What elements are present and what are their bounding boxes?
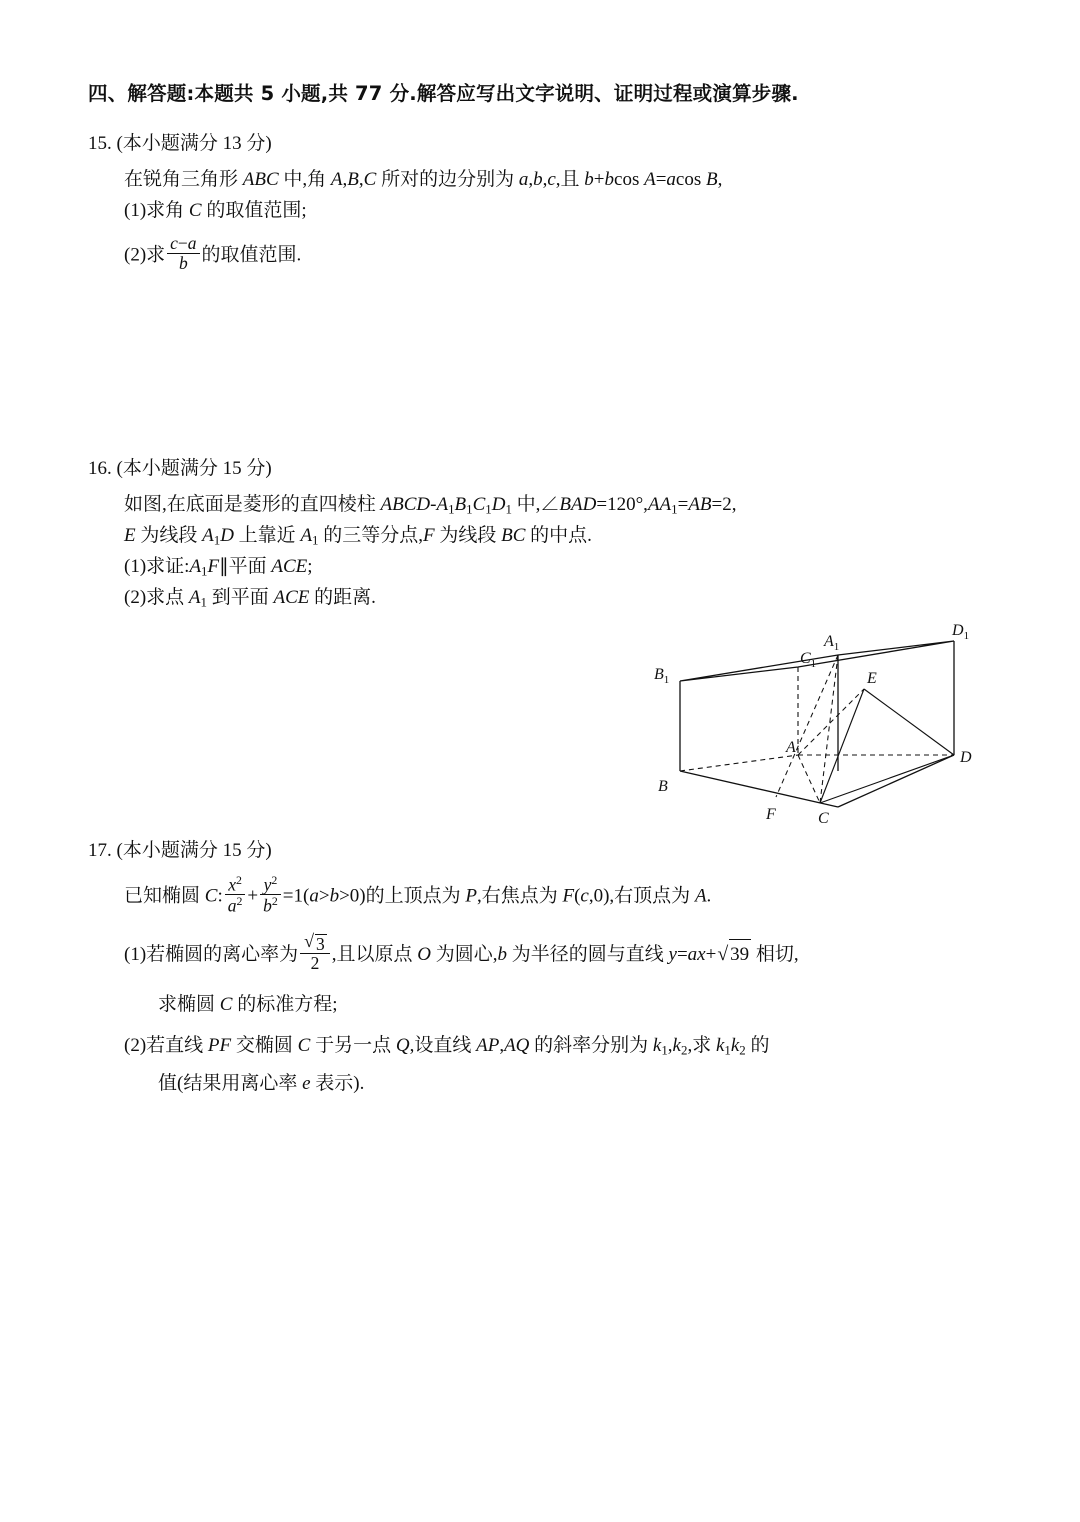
- problem-16-number: 16.: [88, 458, 112, 480]
- sqrt-39: √ 39: [717, 939, 751, 971]
- problem-15-stem: 在锐角三角形 ABC 中,角 A,B,C 所对的边分别为 a,b,c,且 b+bcos A=acos B,: [124, 169, 723, 190]
- problem-15-header: [88, 128, 1008, 155]
- fraction-sqrt3-over-2: √ $\frac{3}{2}$: [300, 934, 330, 974]
- problem-17-part-1-line-2: 求椭圆 C 的标准方程;: [158, 993, 338, 1015]
- problem-17-part-2-line-1: (2)若直线 PF 交椭圆 C 于另一点 Q,设直线 AP,AQ 的斜率分别为 $k_1,k_2$,求 $k_1k_2$ 的: [124, 1034, 770, 1058]
- problem-17-number: 17.: [88, 840, 112, 862]
- problem-15-part-2: (2)求 $\frac{c-a}{b}$ 的取值范围.: [124, 232, 302, 273]
- fraction-c-minus-a-over-b: $\frac{c-a}{b}$: [167, 234, 199, 273]
- problem-17: [88, 835, 1008, 1100]
- label-D1: $D_1$: [952, 622, 970, 643]
- problem-16-points: (本小题满分 15 分): [116, 458, 272, 480]
- label-C1: $C_1$: [800, 650, 817, 671]
- label-A1: $A_1$: [824, 633, 840, 654]
- label-B1: $B_1$: [654, 666, 670, 687]
- problem-17-part-1-line-1: (1)若椭圆的离心率为 √ $\frac{3}{2}$ ,且以原点 O 为圆心,b 为半径的圆与直线 y=ax+ √ 39 相切,: [124, 936, 1008, 976]
- problem-15-number: 15.: [88, 133, 112, 154]
- label-E: E: [867, 670, 877, 688]
- problem-16: [88, 453, 1008, 849]
- label-C: C: [818, 810, 829, 828]
- problem-16-part-2: (2)求点 $A_1$ 到平面 ACE 的距离.: [124, 586, 376, 610]
- problem-15-part-1: (1)求角 C 的取值范围;: [124, 199, 307, 221]
- problem-15-points: (本小题满分 13 分): [116, 133, 272, 154]
- fraction-x2-over-a2: $\frac{x^2}{a^2}$: [225, 874, 246, 916]
- problem-17-stem: 已知椭圆 C: $\frac{x^2}{a^2}$ + $\frac{y^2}{b^2}$ =1(a>b>0)的上顶点为 P,右焦点为 F(c,0),右顶点为 A.: [124, 872, 712, 916]
- problem-15: [88, 128, 1008, 275]
- problem-16-part-1: (1)求证$:A_1F\parallel$平面 ACE;: [124, 555, 313, 579]
- problem-16-figure-wrap: [88, 619, 1008, 849]
- problem-16-header: [88, 453, 1008, 480]
- label-D: D: [960, 749, 972, 767]
- page-content: [88, 78, 1008, 1100]
- problem-16-stem-line-2: E 为线段 $A_1D$ 上靠近 $A_1$ 的三等分点,F 为线段 BC 的中点.: [124, 525, 592, 548]
- fraction-y2-over-b2: $\frac{y^2}{b^2}$: [260, 874, 281, 916]
- label-A: A: [786, 739, 796, 757]
- section-heading: 四、解答题:本题共 5 小题,共 77 分.解答应写出文字说明、证明过程或演算步骤.: [88, 82, 799, 105]
- label-B: B: [658, 778, 668, 796]
- problem-16-stem-line-1: 如图,在底面是菱形的直四棱柱 ABCD-$A_1B_1C_1D_1$ 中$,\angle BAD=120^\circ,AA_1=AB=2$,: [124, 494, 737, 517]
- problem-17-points: (本小题满分 15 分): [116, 840, 272, 862]
- prism-diagram: [652, 619, 992, 854]
- problem-17-part-2-line-2: 值(结果用离心率 e 表示).: [158, 1073, 365, 1095]
- label-F: F: [766, 806, 776, 824]
